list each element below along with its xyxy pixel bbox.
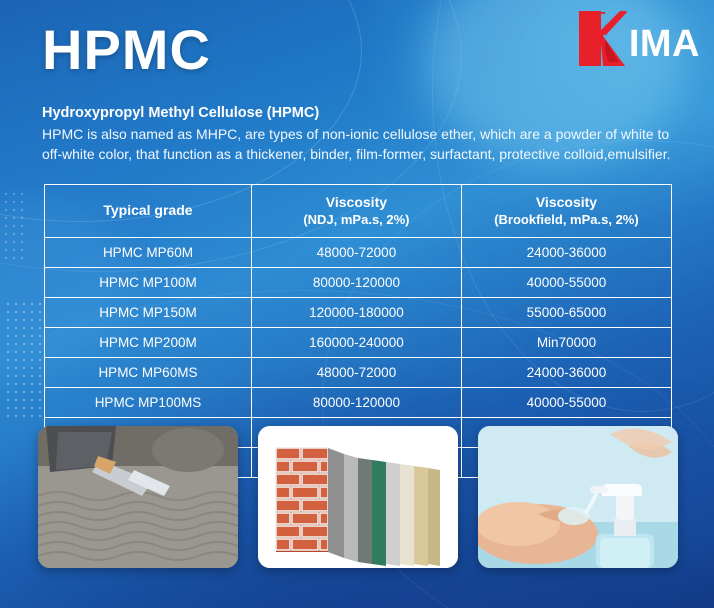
tile-adhesive-trowel-photo bbox=[38, 426, 238, 568]
cell-brookfield: Min70000 bbox=[461, 327, 671, 357]
cell-grade: HPMC MP200M bbox=[45, 327, 252, 357]
cell-ndj: 80000-120000 bbox=[251, 387, 461, 417]
table-header-row bbox=[45, 185, 672, 238]
brand-logo bbox=[575, 8, 700, 70]
cell-brookfield: 24000-36000 bbox=[461, 357, 671, 387]
brand-logo-text: IMA bbox=[628, 23, 700, 65]
column-header-grade: Typical grade bbox=[45, 185, 252, 238]
wall-insulation-layers-photo bbox=[258, 426, 458, 568]
cell-ndj: 48000-72000 bbox=[251, 357, 461, 387]
cell-grade: HPMC MP60MS bbox=[45, 357, 252, 387]
cell-grade: HPMC MP60M bbox=[45, 237, 252, 267]
table-row bbox=[45, 357, 672, 387]
table-row bbox=[45, 297, 672, 327]
cell-grade: HPMC MP100M bbox=[45, 267, 252, 297]
application-photo-strip bbox=[38, 426, 678, 568]
column-header-viscosity-ndj: Viscosity (NDJ, mPa.s, 2%) bbox=[251, 185, 461, 238]
column-header-viscosity-brookfield: Viscosity (Brookfield, mPa.s, 2%) bbox=[461, 185, 671, 238]
table-row bbox=[45, 327, 672, 357]
cell-ndj: 48000-72000 bbox=[251, 237, 461, 267]
cell-ndj: 160000-240000 bbox=[251, 327, 461, 357]
cell-grade: HPMC MP100MS bbox=[45, 387, 252, 417]
cell-ndj: 80000-120000 bbox=[251, 267, 461, 297]
table-row bbox=[45, 387, 672, 417]
table-row bbox=[45, 237, 672, 267]
kima-k-mark-icon bbox=[575, 10, 627, 68]
cell-brookfield: 24000-36000 bbox=[461, 237, 671, 267]
product-description: HPMC is also named as MHPC, are types of non-ionic cellulose ether, which are a powder of white to off-white color, that function as a thickener, binder, film-former, surfactant, protective colloid,emulsifier. bbox=[42, 126, 671, 163]
cell-ndj: 120000-180000 bbox=[251, 297, 461, 327]
page-title: HPMC bbox=[42, 18, 211, 81]
cell-grade: HPMC MP150M bbox=[45, 297, 252, 327]
cell-brookfield: 40000-55000 bbox=[461, 387, 671, 417]
cell-brookfield: 55000-65000 bbox=[461, 297, 671, 327]
hand-soap-pump-photo bbox=[478, 426, 678, 568]
table-row bbox=[45, 267, 672, 297]
decorative-dot-grid bbox=[2, 190, 28, 260]
product-full-name: Hydroxypropyl Methyl Cellulose (HPMC) bbox=[42, 105, 320, 121]
cell-brookfield: 40000-55000 bbox=[461, 267, 671, 297]
decorative-dot-grid bbox=[4, 300, 44, 420]
